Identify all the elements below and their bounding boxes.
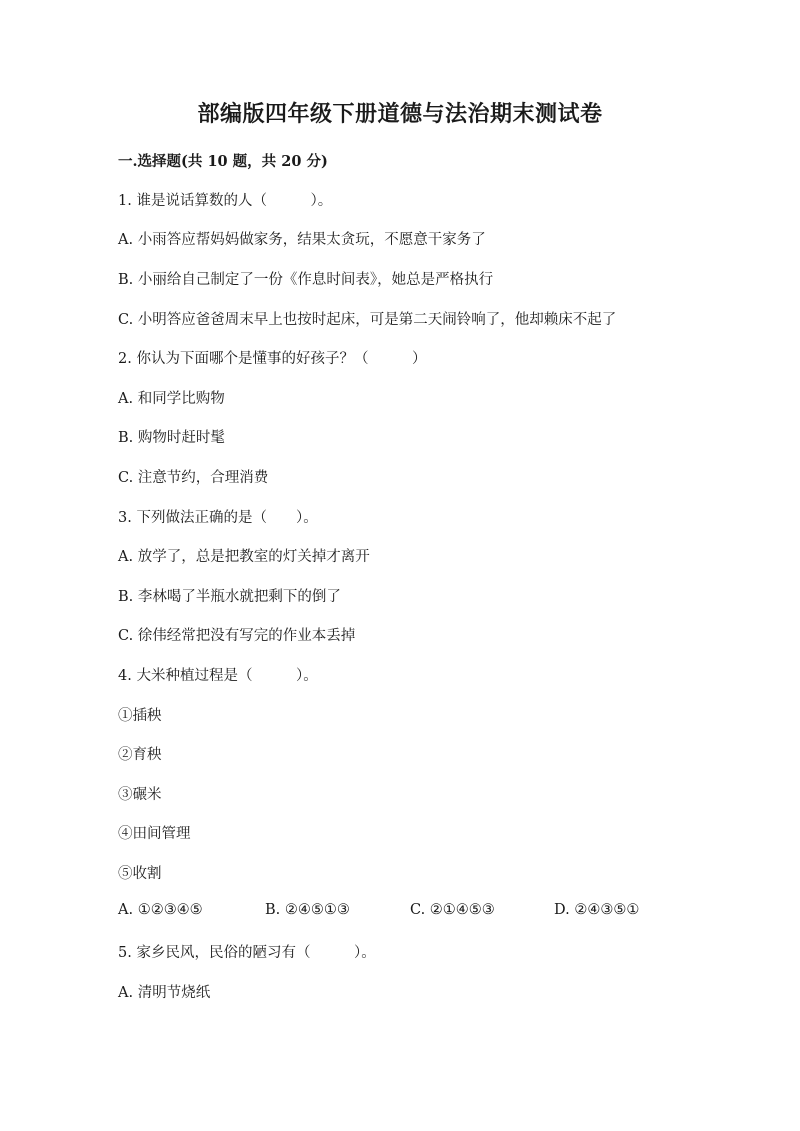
question-4-item-1: ①插秧 [118,708,162,724]
question-4-item-4: ④田间管理 [118,826,191,842]
question-4-item-2: ②育秧 [118,747,162,763]
question-4-option-b: B. ②④⑤①③ [265,902,350,918]
section-heading: 一.选择题(共 10 题，共 20 分) [118,153,328,170]
question-3-stem: 3. 下列做法正确的是（ ）。 [118,510,318,526]
question-4-item-3: ③碾米 [118,787,162,803]
question-4-stem: 4. 大米种植过程是（ ）。 [118,668,318,684]
question-2-stem: 2. 你认为下面哪个是懂事的好孩子？（ ） [118,351,427,367]
question-5-stem: 5. 家乡民风，民俗的陋习有（ ）。 [118,945,376,961]
question-2-option-c: C. 注意节约，合理消费 [118,470,269,486]
question-3-option-c: C. 徐伟经常把没有写完的作业本丢掉 [118,628,356,644]
question-1-option-b: B. 小丽给自己制定了一份《作息时间表》，她总是严格执行 [118,272,494,288]
question-1-option-c: C. 小明答应爸爸周末早上也按时起床，可是第二天闹铃响了，他却赖床不起了 [118,312,617,328]
page-title: 部编版四年级下册道德与法治期末测试卷 [197,101,603,127]
question-1-option-a: A. 小雨答应帮妈妈做家务，结果太贪玩，不愿意干家务了 [118,232,486,248]
question-3-option-b: B. 李林喝了半瓶水就把剩下的倒了 [118,589,341,605]
question-4-option-c: C. ②①④⑤③ [410,902,495,918]
question-4-item-5: ⑤收割 [118,866,162,882]
question-3-option-a: A. 放学了，总是把教室的灯关掉才离开 [118,549,370,565]
question-4-option-d: D. ②④③⑤① [554,902,640,918]
question-1-stem: 1. 谁是说话算数的人（ ）。 [118,193,333,209]
question-2-option-b: B. 购物时赶时髦 [118,430,225,446]
question-2-option-a: A. 和同学比购物 [118,391,225,407]
question-5-option-a: A. 清明节烧纸 [118,985,211,1001]
question-4-option-a: A. ①②③④⑤ [118,902,203,918]
